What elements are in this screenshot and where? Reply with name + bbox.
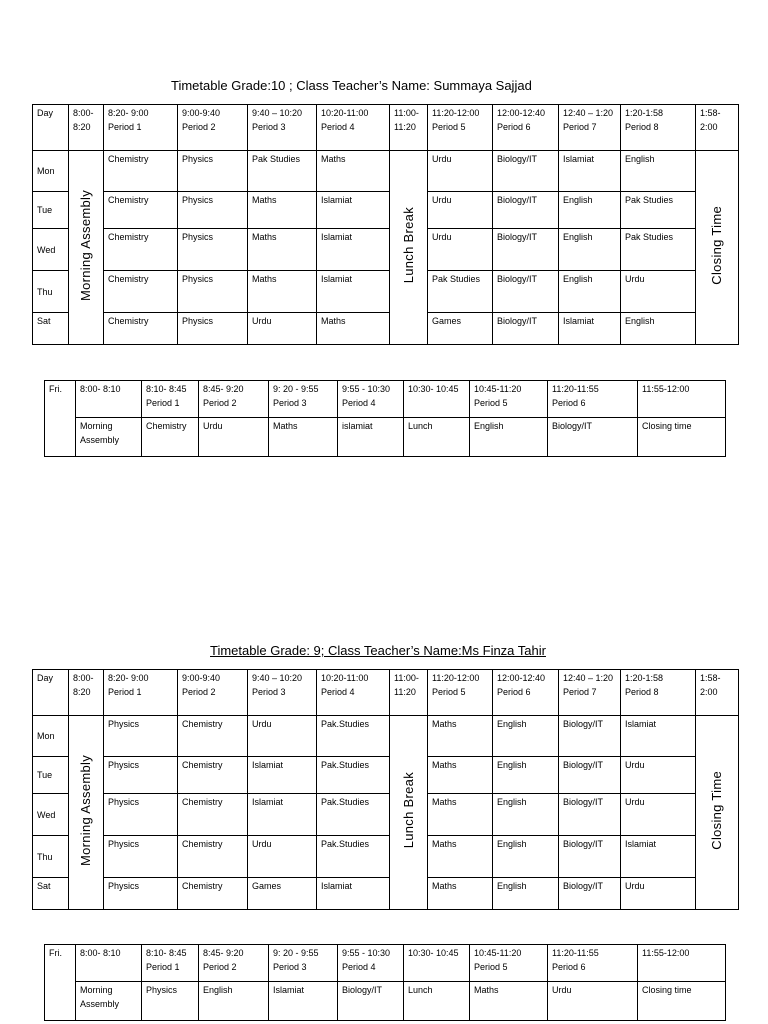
table-row <box>33 271 739 313</box>
header-cell: 9:55 - 10:30 Period 4 <box>338 381 404 418</box>
day-cell: Tue <box>33 192 69 229</box>
subject-cell: Chemistry <box>178 757 248 794</box>
subject-cell: Maths <box>428 716 493 757</box>
header-cell: 8:20- 9:00 Period 1 <box>104 105 178 151</box>
header-cell: 9:00-9:40 Period 2 <box>178 105 248 151</box>
subject-cell: Urdu <box>248 313 317 345</box>
header-row <box>45 945 726 982</box>
header-cell: 11:55-12:00 <box>638 381 726 418</box>
table-row <box>33 229 739 271</box>
subject-cell: Chemistry <box>178 716 248 757</box>
subject-cell: Physics <box>104 794 178 836</box>
header-row <box>33 105 739 151</box>
subject-cell: English <box>493 794 559 836</box>
subject-cell: English <box>493 757 559 794</box>
subject-cell: Islamiat <box>248 757 317 794</box>
header-cell: 11:20-12:00 Period 5 <box>428 670 493 716</box>
subject-cell: Physics <box>104 716 178 757</box>
header-row <box>45 381 726 418</box>
subject-cell: English <box>621 151 696 192</box>
grade9-friday-timetable <box>44 944 726 1021</box>
subject-cell: Urdu <box>548 982 638 1021</box>
subject-cell: Islamiat <box>269 982 338 1021</box>
morning-assembly-cell: Morning Assembly <box>69 151 104 345</box>
subject-cell: Physics <box>178 192 248 229</box>
subject-cell: Chemistry <box>104 271 178 313</box>
subject-cell: Maths <box>428 794 493 836</box>
subject-cell: Urdu <box>621 794 696 836</box>
header-cell: 8:00- 8:20 <box>69 670 104 716</box>
subject-cell: Chemistry <box>104 151 178 192</box>
header-cell: 10:30- 10:45 <box>404 945 470 982</box>
subject-cell: Urdu <box>428 229 493 271</box>
day-cell: Wed <box>33 794 69 836</box>
header-cell: 12:40 – 1:20 Period 7 <box>559 105 621 151</box>
grade10-title: Timetable Grade:10 ; Class Teacher’s Name: Summaya Sajjad <box>171 78 532 93</box>
header-cell: 11:20-11:55 Period 6 <box>548 381 638 418</box>
table-row <box>33 757 739 794</box>
subject-cell: Pak Studies <box>621 192 696 229</box>
subject-cell: Closing time <box>638 418 726 457</box>
subject-cell: Urdu <box>621 757 696 794</box>
subject-cell: Urdu <box>428 192 493 229</box>
table-row <box>33 151 739 192</box>
subject-cell: Biology/IT <box>548 418 638 457</box>
header-cell: 1:20-1:58 Period 8 <box>621 670 696 716</box>
subject-cell: Urdu <box>248 716 317 757</box>
subject-cell: Maths <box>428 836 493 878</box>
header-cell: 10:45-11:20 Period 5 <box>470 945 548 982</box>
subject-cell: Islamiat <box>621 836 696 878</box>
closing-time-cell: Closing Time <box>696 151 739 345</box>
subject-cell: Maths <box>248 271 317 313</box>
day-cell: Sat <box>33 313 69 345</box>
subject-cell: Biology/IT <box>493 271 559 313</box>
lunch-break-cell: Lunch Break <box>390 151 428 345</box>
subject-cell: Biology/IT <box>493 313 559 345</box>
subject-cell: Biology/IT <box>338 982 404 1021</box>
day-cell: Mon <box>33 151 69 192</box>
subject-cell: Closing time <box>638 982 726 1021</box>
header-cell: 10:45-11:20 Period 5 <box>470 381 548 418</box>
header-cell: 11:55-12:00 <box>638 945 726 982</box>
subject-cell: Biology/IT <box>559 716 621 757</box>
subject-cell: Maths <box>248 229 317 271</box>
subject-cell: Biology/IT <box>493 151 559 192</box>
subject-cell: Chemistry <box>178 794 248 836</box>
header-cell: Day <box>33 670 69 716</box>
subject-cell: Urdu <box>621 878 696 910</box>
subject-cell: Physics <box>178 151 248 192</box>
subject-cell: English <box>493 878 559 910</box>
subject-cell: Pak.Studies <box>317 794 390 836</box>
subject-cell: Physics <box>178 271 248 313</box>
lunch-break-cell: Lunch Break <box>390 716 428 910</box>
subject-cell: Games <box>428 313 493 345</box>
table-row <box>33 192 739 229</box>
subject-cell: English <box>470 418 548 457</box>
day-cell: Thu <box>33 271 69 313</box>
subject-cell: Maths <box>317 151 390 192</box>
header-cell: 9:00-9:40 Period 2 <box>178 670 248 716</box>
subject-cell: Maths <box>248 192 317 229</box>
grade9-timetable <box>32 669 739 910</box>
subject-cell: Maths <box>317 313 390 345</box>
subject-cell: Physics <box>104 757 178 794</box>
header-cell: 11:20-11:55 Period 6 <box>548 945 638 982</box>
subject-cell: English <box>559 192 621 229</box>
table-row <box>33 716 739 757</box>
subject-cell: Pak.Studies <box>317 757 390 794</box>
header-cell: 8:00- 8:10 <box>76 381 142 418</box>
subject-cell: Maths <box>428 757 493 794</box>
header-cell: 10:20-11:00 Period 4 <box>317 670 390 716</box>
subject-cell: English <box>559 229 621 271</box>
subject-cell: islamiat <box>338 418 404 457</box>
subject-cell: Chemistry <box>104 192 178 229</box>
header-cell: 9: 20 - 9:55 Period 3 <box>269 381 338 418</box>
header-cell: 11:00- 11:20 <box>390 670 428 716</box>
header-cell: 9:40 – 10:20 Period 3 <box>248 670 317 716</box>
header-cell: 12:40 – 1:20 Period 7 <box>559 670 621 716</box>
grade9-title: Timetable Grade: 9; Class Teacher’s Name:Ms Finza Tahir <box>210 643 546 658</box>
subject-cell: Islamiat <box>559 313 621 345</box>
header-cell: 10:20-11:00 Period 4 <box>317 105 390 151</box>
day-cell: Mon <box>33 716 69 757</box>
table-row <box>33 836 739 878</box>
day-cell: Thu <box>33 836 69 878</box>
subject-cell: Pak.Studies <box>317 716 390 757</box>
subject-cell: Maths <box>470 982 548 1021</box>
table-row <box>33 794 739 836</box>
morning-assembly-cell: Morning Assembly <box>69 716 104 910</box>
subject-cell: Biology/IT <box>559 836 621 878</box>
closing-time-cell: Closing Time <box>696 716 739 910</box>
subject-cell: Physics <box>104 878 178 910</box>
subject-cell: Islamiat <box>317 192 390 229</box>
subject-cell: Maths <box>428 878 493 910</box>
subject-cell: Islamiat <box>559 151 621 192</box>
subject-cell: Games <box>248 878 317 910</box>
subject-cell: Chemistry <box>178 836 248 878</box>
header-cell: 8:20- 9:00 Period 1 <box>104 670 178 716</box>
subject-cell: Pak.Studies <box>317 836 390 878</box>
subject-cell: English <box>493 716 559 757</box>
subject-cell: English <box>493 836 559 878</box>
header-cell: 9:55 - 10:30 Period 4 <box>338 945 404 982</box>
table-row <box>33 313 739 345</box>
header-cell: 9:40 – 10:20 Period 3 <box>248 105 317 151</box>
subject-cell: Physics <box>104 836 178 878</box>
header-cell: 12:00-12:40 Period 6 <box>493 670 559 716</box>
table-row <box>45 418 726 457</box>
header-cell: 8:45- 9:20 Period 2 <box>199 945 269 982</box>
subject-cell: Maths <box>269 418 338 457</box>
header-cell: 8:10- 8:45 Period 1 <box>142 381 199 418</box>
day-cell: Wed <box>33 229 69 271</box>
header-cell: 8:00- 8:20 <box>69 105 104 151</box>
subject-cell: Morning Assembly <box>76 982 142 1021</box>
subject-cell: Biology/IT <box>493 229 559 271</box>
grade10-timetable <box>32 104 739 345</box>
subject-cell: Pak Studies <box>428 271 493 313</box>
subject-cell: Biology/IT <box>493 192 559 229</box>
subject-cell: Chemistry <box>104 229 178 271</box>
header-cell: 8:00- 8:10 <box>76 945 142 982</box>
subject-cell: Islamiat <box>248 794 317 836</box>
header-row <box>33 670 739 716</box>
subject-cell: Physics <box>178 229 248 271</box>
subject-cell: Urdu <box>199 418 269 457</box>
header-cell: 11:20-12:00 Period 5 <box>428 105 493 151</box>
subject-cell: Islamiat <box>317 271 390 313</box>
day-cell: Sat <box>33 878 69 910</box>
header-cell: Day <box>33 105 69 151</box>
subject-cell: Morning Assembly <box>76 418 142 457</box>
subject-cell: Lunch <box>404 418 470 457</box>
day-cell: Tue <box>33 757 69 794</box>
subject-cell: English <box>559 271 621 313</box>
subject-cell: English <box>199 982 269 1021</box>
subject-cell: Urdu <box>428 151 493 192</box>
header-cell: 8:45- 9:20 Period 2 <box>199 381 269 418</box>
subject-cell: Pak Studies <box>621 229 696 271</box>
day-cell: Fri. <box>45 945 76 1021</box>
header-cell: 8:10- 8:45 Period 1 <box>142 945 199 982</box>
header-cell: 9: 20 - 9:55 Period 3 <box>269 945 338 982</box>
header-cell: 1:58- 2:00 <box>696 105 739 151</box>
header-cell: 12:00-12:40 Period 6 <box>493 105 559 151</box>
subject-cell: Biology/IT <box>559 794 621 836</box>
subject-cell: Chemistry <box>142 418 199 457</box>
grade10-friday-timetable <box>44 380 726 457</box>
subject-cell: Urdu <box>248 836 317 878</box>
subject-cell: Pak Studies <box>248 151 317 192</box>
header-cell: 10:30- 10:45 <box>404 381 470 418</box>
subject-cell: Biology/IT <box>559 878 621 910</box>
table-row <box>33 878 739 910</box>
header-cell: 1:58- 2:00 <box>696 670 739 716</box>
header-cell: 1:20-1:58 Period 8 <box>621 105 696 151</box>
subject-cell: Islamiat <box>317 229 390 271</box>
subject-cell: Biology/IT <box>559 757 621 794</box>
day-cell: Fri. <box>45 381 76 457</box>
subject-cell: Lunch <box>404 982 470 1021</box>
subject-cell: English <box>621 313 696 345</box>
subject-cell: Islamiat <box>317 878 390 910</box>
subject-cell: Chemistry <box>178 878 248 910</box>
subject-cell: Physics <box>142 982 199 1021</box>
table-row <box>45 982 726 1021</box>
subject-cell: Urdu <box>621 271 696 313</box>
subject-cell: Physics <box>178 313 248 345</box>
subject-cell: Chemistry <box>104 313 178 345</box>
header-cell: 11:00- 11:20 <box>390 105 428 151</box>
subject-cell: Islamiat <box>621 716 696 757</box>
